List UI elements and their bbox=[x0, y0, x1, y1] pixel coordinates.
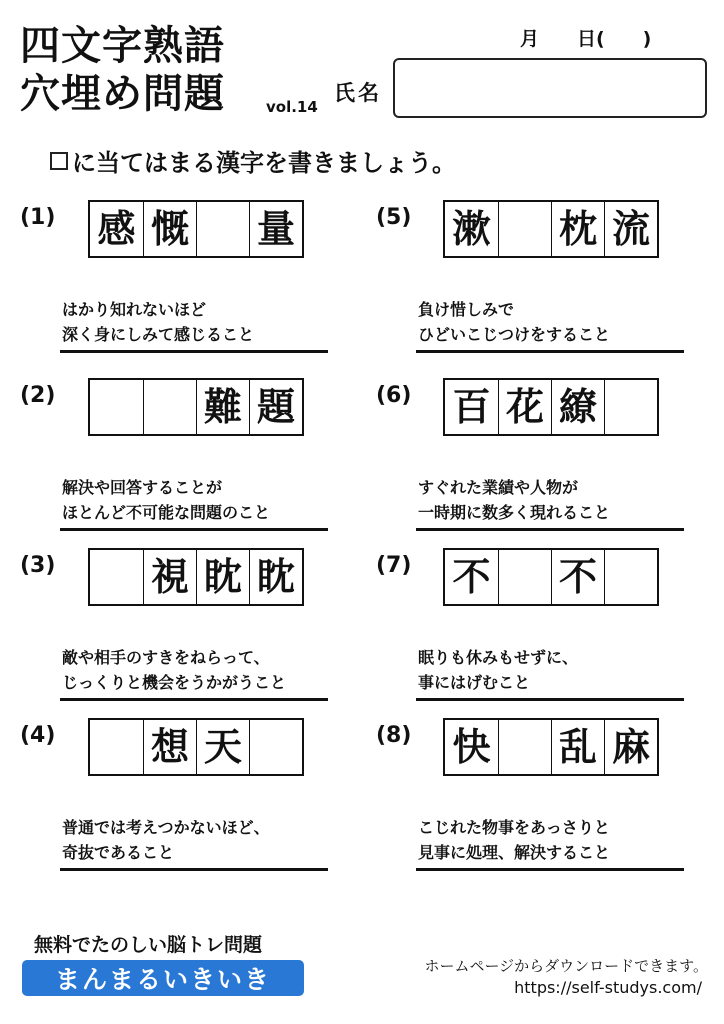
blank-answer-cell[interactable] bbox=[196, 202, 249, 256]
kanji-cell: 眈 bbox=[249, 550, 302, 604]
kanji-cell: 流 bbox=[604, 202, 657, 256]
blank-answer-cell[interactable] bbox=[249, 720, 302, 774]
meaning-line-1: 敵や相手のすきをねらって、 bbox=[62, 648, 270, 667]
question-number: (8) bbox=[376, 723, 412, 748]
blank-answer-cell[interactable] bbox=[604, 550, 657, 604]
name-field-label: 氏名 bbox=[334, 81, 382, 105]
kanji-cell: 不 bbox=[551, 550, 604, 604]
blank-answer-cell[interactable] bbox=[90, 550, 143, 604]
meaning-underline bbox=[60, 868, 328, 871]
meaning-line-1: はかり知れないほど bbox=[62, 300, 207, 319]
meaning-underline bbox=[416, 528, 684, 531]
kanji-cell: 麻 bbox=[604, 720, 657, 774]
meaning-underline bbox=[416, 350, 684, 353]
meaning-line-2: 深く身にしみて感じること bbox=[62, 325, 255, 344]
question-number: (4) bbox=[20, 723, 56, 748]
kanji-cell: 慨 bbox=[143, 202, 196, 256]
meaning-underline bbox=[416, 698, 684, 701]
idiom-boxes bbox=[88, 718, 304, 776]
meaning-underline bbox=[60, 350, 328, 353]
idiom-boxes bbox=[443, 200, 659, 258]
question-number: (5) bbox=[376, 205, 412, 230]
idiom-boxes bbox=[88, 200, 304, 258]
idiom-boxes bbox=[443, 718, 659, 776]
idiom-boxes bbox=[88, 378, 304, 436]
kanji-cell: 眈 bbox=[196, 550, 249, 604]
meaning-line-1: こじれた物事をあっさりと bbox=[418, 818, 610, 837]
kanji-cell: 枕 bbox=[551, 202, 604, 256]
kanji-cell: 感 bbox=[97, 207, 136, 251]
instruction-text: に当てはまる漢字を書きましょう。 bbox=[72, 149, 456, 177]
instruction bbox=[50, 143, 456, 178]
volume-label: vol.14 bbox=[266, 98, 318, 116]
meaning-line-1: 眠りも休みもせずに、 bbox=[418, 648, 579, 667]
worksheet-title-line1: 四文字熟語 bbox=[20, 23, 225, 69]
blank-answer-cell[interactable] bbox=[143, 380, 196, 434]
kanji-cell: 視 bbox=[143, 550, 196, 604]
meaning-line-1: 負け惜しみで bbox=[418, 300, 515, 319]
kanji-cell: 想 bbox=[143, 720, 196, 774]
meaning-line-2: 奇抜であること bbox=[62, 843, 175, 862]
blank-answer-cell[interactable] bbox=[498, 202, 551, 256]
meaning-underline bbox=[60, 528, 328, 531]
meaning-line-2: 見事に処理、解決すること bbox=[418, 843, 611, 862]
idiom-boxes bbox=[443, 378, 659, 436]
kanji-cell: 難 bbox=[196, 380, 249, 434]
kanji-cell: 漱 bbox=[452, 207, 491, 251]
meaning-line-2: ほとんど不可能な問題のこと bbox=[62, 503, 271, 522]
kanji-cell: 花 bbox=[498, 380, 551, 434]
kanji-cell: 快 bbox=[452, 725, 491, 769]
idiom-boxes bbox=[443, 548, 659, 606]
question-number: (3) bbox=[20, 553, 56, 578]
blank-answer-cell[interactable] bbox=[498, 720, 551, 774]
question-number: (7) bbox=[376, 553, 412, 578]
meaning-line-2: ひどいこじつけをすること bbox=[418, 325, 611, 344]
brand-badge: まんまるいきいき bbox=[22, 960, 304, 996]
meaning-underline bbox=[416, 868, 684, 871]
meaning-line-1: 普通では考えつかないほど、 bbox=[62, 818, 270, 837]
meaning-line-2: 事にはげむこと bbox=[418, 673, 531, 692]
footer-url[interactable]: https://self-studys.com/ bbox=[514, 978, 702, 997]
kanji-cell: 天 bbox=[196, 720, 249, 774]
name-input-box[interactable] bbox=[393, 58, 707, 118]
question-number: (6) bbox=[376, 383, 412, 408]
blank-answer-cell[interactable] bbox=[90, 380, 143, 434]
question-number: (1) bbox=[20, 205, 56, 230]
blank-square-icon bbox=[50, 152, 68, 170]
kanji-cell: 題 bbox=[249, 380, 302, 434]
worksheet-title-line2: 穴埋め問題 bbox=[20, 71, 225, 117]
meaning-line-2: じっくりと機会をうかがうこと bbox=[62, 673, 287, 692]
kanji-cell: 不 bbox=[452, 555, 491, 599]
footer-tagline: 無料でたのしい脳トレ問題 bbox=[34, 934, 263, 956]
question-number: (2) bbox=[20, 383, 56, 408]
meaning-line-1: すぐれた業績や人物が bbox=[418, 478, 579, 497]
kanji-cell: 乱 bbox=[551, 720, 604, 774]
date-field-label: 月 日( ) bbox=[520, 28, 652, 50]
kanji-cell: 百 bbox=[452, 385, 491, 429]
kanji-cell: 繚 bbox=[551, 380, 604, 434]
meaning-line-2: 一時期に数多く現れること bbox=[418, 503, 611, 522]
footer-note: ホームページからダウンロードできます。 bbox=[424, 957, 708, 975]
idiom-boxes bbox=[88, 548, 304, 606]
meaning-line-1: 解決や回答することが bbox=[62, 478, 223, 497]
blank-answer-cell[interactable] bbox=[498, 550, 551, 604]
blank-answer-cell[interactable] bbox=[90, 720, 143, 774]
meaning-underline bbox=[60, 698, 328, 701]
kanji-cell: 量 bbox=[249, 202, 302, 256]
blank-answer-cell[interactable] bbox=[604, 380, 657, 434]
